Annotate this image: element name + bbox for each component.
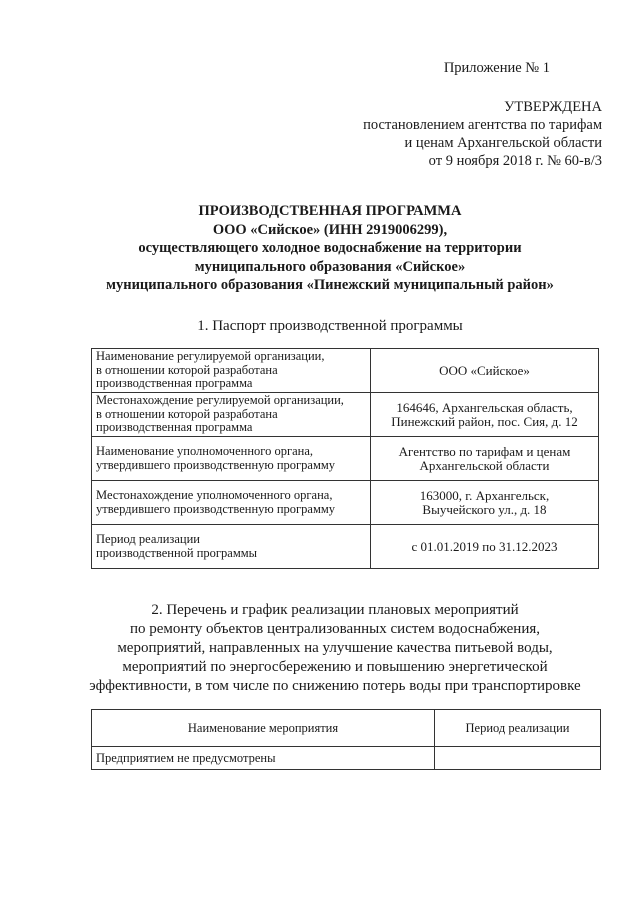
table-row [92, 747, 601, 770]
column-header-period: Период реализации [435, 710, 601, 747]
activities-table [91, 709, 601, 770]
cell-line: Период реализации [96, 532, 200, 546]
cell-line: ООО «Сийское» [439, 362, 530, 378]
section2-heading-line: 2. Перечень и график реализации плановых мероприятий [151, 602, 519, 618]
cell-line: Местонахождение регулируемой организации, [96, 393, 344, 408]
cell-line: 163000, г. Архангельск, [419, 488, 550, 503]
table-row [92, 525, 599, 569]
cell-line: производственной программы [96, 545, 258, 560]
title-line: муниципального образования «Пинежский муниципальный район» [106, 277, 554, 293]
table-row [92, 437, 599, 481]
table-row [92, 481, 599, 525]
document-title [80, 202, 580, 295]
approval-line: постановлением агентства по тарифам [363, 117, 602, 133]
table-row [92, 349, 599, 393]
approval-block [300, 98, 602, 170]
title-line: муниципального образования «Сийское» [194, 258, 466, 275]
passport-label-cell [92, 481, 371, 525]
section2-heading [70, 601, 600, 696]
cell-line: Наименование регулируемой организации, [96, 349, 325, 364]
period-cell [435, 747, 601, 770]
cell-line: Местонахождение уполномоченного органа, [96, 488, 333, 502]
passport-label-cell [92, 525, 371, 569]
cell-line: утвердившего производственную программу [96, 457, 336, 472]
passport-value-cell [371, 481, 599, 525]
cell-line: производственная программа [96, 376, 253, 391]
appendix-label: Приложение № 1 [443, 60, 550, 76]
passport-table [91, 348, 599, 569]
section2-heading-line: мероприятий по энергосбережению и повышению энергетической [122, 659, 548, 675]
cell-line: Пинежский район, пос. Сия, д. 12 [391, 413, 578, 429]
passport-label-cell [92, 437, 371, 481]
approval-line: от 9 ноября 2018 г. № 60-в/3 [428, 153, 602, 169]
cell-line: с 01.01.2019 по 31.12.2023 [411, 538, 558, 554]
cell-line: утвердившего производственную программу [96, 501, 336, 516]
title-line: ООО «Сийское» (ИНН 2919006299), [212, 221, 448, 238]
cell-line: Агентство по тарифам и ценам [398, 444, 571, 459]
cell-line: 164646, Архангельская область, [396, 400, 573, 415]
column-header-activity: Наименование мероприятия [92, 710, 435, 747]
activity-cell: Предприятием не предусмотрены [92, 747, 435, 770]
cell-line: в отношении которой разработана [96, 362, 278, 377]
cell-line: Архангельской области [419, 457, 550, 473]
passport-value-cell [371, 349, 599, 393]
cell-line: в отношении которой разработана [96, 406, 278, 421]
title-line: осуществляющего холодное водоснабжение на территории [138, 240, 522, 256]
title-line: ПРОИЗВОДСТВЕННАЯ ПРОГРАММА [198, 203, 462, 219]
passport-value-cell [371, 525, 599, 569]
approval-heading: УТВЕРЖДЕНА [504, 99, 602, 115]
approval-line: и ценам Архангельской области [404, 135, 602, 151]
table-row [92, 393, 599, 437]
section2-heading-line: эффективности, в том числе по снижению потерь воды при транспортировке [89, 678, 581, 694]
cell-line: Выучейского ул., д. 18 [422, 501, 547, 517]
section1-heading: 1. Паспорт производственной программы [197, 318, 463, 334]
passport-value-cell [371, 437, 599, 481]
passport-label-cell [92, 393, 371, 437]
section2-heading-line: мероприятий, направленных на улучшение качества питьевой воды, [117, 640, 553, 656]
passport-label-cell [92, 349, 371, 393]
passport-value-cell [371, 393, 599, 437]
section2-heading-line: по ремонту объектов централизованных систем водоснабжения, [129, 621, 540, 637]
cell-line: производственная программа [96, 420, 253, 435]
cell-line: Наименование уполномоченного органа, [96, 444, 313, 458]
